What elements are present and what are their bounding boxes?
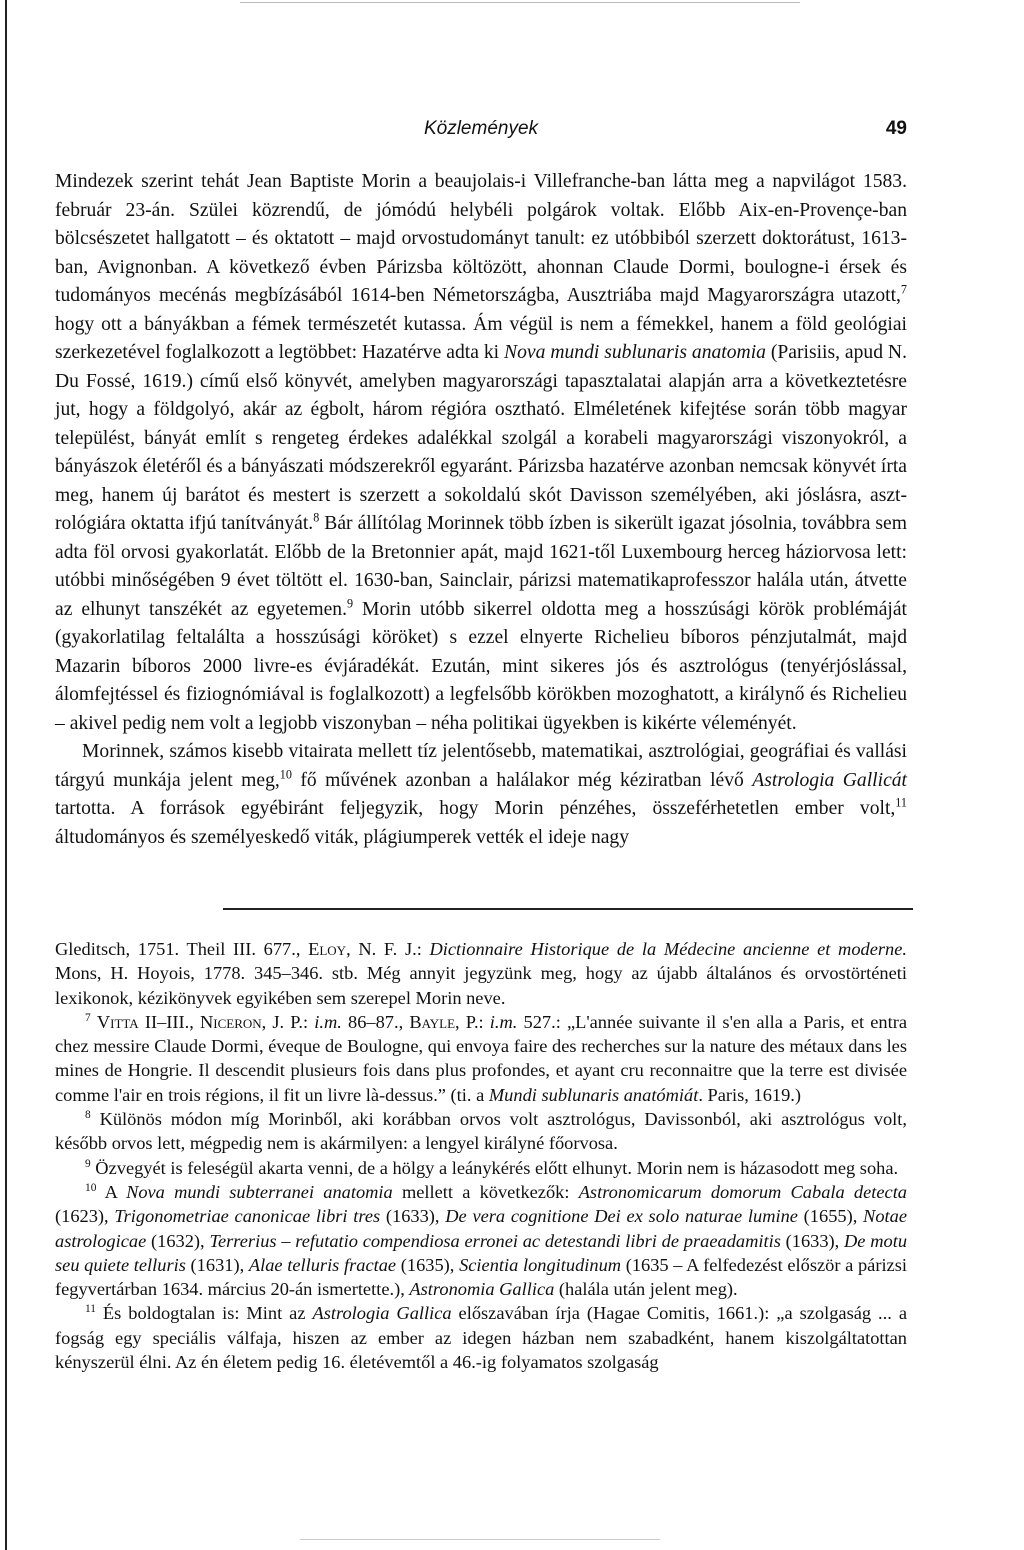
book-title: Astronomicarum domorum Cabala detecta — [578, 1181, 907, 1202]
book-title: Mundi sublunaris anatómiát — [488, 1084, 699, 1105]
footnote-number: 8 — [85, 1109, 91, 1122]
footnote-ref-11: 11 — [895, 795, 907, 810]
text-run: Bár állítólag Morinnek több ízben is sikerült igazat jósolnia, továbbra sem adta föl orvosi gyakorlatát. Előbb de la Bretonnier apát, majd 1621-től Luxembourg herceg háziorvosa lett: utóbbi minőségében 9 évet töltött el. 1630-ban, Sainclair, párizsi matematikaprofesszor halála után, átvette az elhunyt tanszékét az egyetemen. — [55, 513, 907, 620]
footnote-11 — [55, 1301, 907, 1374]
footnote-separator — [223, 908, 913, 910]
footnote-ref-7: 7 — [900, 282, 907, 297]
text-run: hogy ott a bányákban a fémek természetét kutassa. Ám végül is nem a fémekkel, hanem a föld geológiai szerkezetével foglalkozott a legtöbbet: Hazatérve adta ki — [55, 313, 907, 363]
text-run: (1635), — [396, 1254, 460, 1275]
footnotes — [55, 937, 907, 1374]
text-run: Mindezek szerint tehát Jean Baptiste Morin a beaujolais-i Villefranche-ban látta meg a napvilágot 1583. február 23-án. Szülei közrendű, de jómódú helybéli polgárok voltak. Előbb Aix-en-Provençe-ban bölcsészetet hallgatott – és oktatott – majd orvostudományt tanult: ez utóbbiból szerzett doktorátust, 1613-ban, Avignonban. A következő évben Párizsba költözött, ahonnan Claude Dormi, boulogne-i érsek és tudományos mecénás megbízásából 1614-ben Németországba, Ausztriába majd Magyarországra utazott, — [55, 171, 907, 306]
book-title: Nova mundi subterranei anatomia — [126, 1181, 393, 1202]
book-title: Dictionnaire Historique de la Médecine ancienne et moderne. — [429, 939, 907, 959]
text-run: áltudományos és személyeskedő viták, plágiumperek vették el ideje nagy — [55, 826, 630, 848]
text-run: Gleditsch, 1751. Theil III. 677., — [55, 939, 309, 959]
book-title: Trigonometriae canonicae libri tres — [114, 1206, 381, 1227]
author-name: Vitta — [96, 1011, 139, 1032]
scan-artifact-bottom — [300, 1539, 660, 1540]
footnote-number: 9 — [85, 1157, 91, 1170]
book-title: Alae telluris fractae — [248, 1254, 397, 1275]
footnote-number: 10 — [85, 1182, 97, 1195]
footnote-8 — [55, 1107, 907, 1156]
text-run: (1635 – A felfedezést először a párizsi fegyvertárban 1634. március 20-án ismertette.), — [55, 1254, 907, 1300]
book-title: Astronomia Gallica — [409, 1279, 555, 1300]
main-text — [55, 168, 907, 852]
footnote-ref-9: 9 — [347, 596, 354, 611]
text-run: Mons, H. Hoyois, 1778. 345–346. stb. Még annyit jegyzünk meg, hogy az újabb általános és orvostörténeti lexikonok, kézikönyvek egyikében sem szerepel Morin neve. — [55, 963, 907, 1008]
text-run: előszavában írja (Hagae Comitis, 1661.): „a szolgaság ... a fogság egy speciális válfaja, hiszen az ember az idegen házban nem szabadként, hanem kiszolgáltatottan kényszerül élni. Az én életem pedig 16. életévemtől a 46.-ig folyamatos szolgaság — [55, 1303, 907, 1373]
abbreviation: i.m. — [314, 1011, 342, 1032]
text-run: 527.: „L'année suivante il s'en alla a Paris, et entra chez messire Claude Dormi, éveque de Boulogne, qui envoya faire des recherches sur la nature des métaux dans les mines de Hongrie. Il descendit plusieurs fois dans plus profondes, et ayant cru reconnaitre que la terre est divisée comme l'air en trois régions, il fit un livre là-dessus.” (ti. a — [55, 1011, 907, 1105]
footnote-9 — [55, 1156, 907, 1180]
book-title: De vera cognitione Dei ex solo naturae lumine — [445, 1206, 798, 1227]
page-number: 49 — [885, 118, 907, 139]
book-title: De motu seu quiete telluris — [55, 1230, 908, 1275]
paragraph-2 — [55, 738, 907, 852]
text-run: tartotta. A források egyébiránt feljegyzik, hogy Morin pénzéhes, összeférhetetlen ember volt, — [55, 798, 896, 819]
text-run: (halála után jelent meg). — [554, 1279, 738, 1300]
text-run: mellett a következők: — [392, 1181, 579, 1202]
text-run: Morinnek, számos kisebb vitairata mellett tíz jelentősebb, matematikai, asztrológiai, geográfiai és vallási tárgyú munkája jelent meg, — [55, 741, 907, 791]
text-run: 86–87., — [341, 1011, 410, 1032]
footnote-continuation — [55, 937, 907, 1010]
book-title: Astrologia Gallica — [312, 1303, 452, 1324]
footnote-7 — [55, 1010, 907, 1107]
text-run: (1623), — [55, 1206, 115, 1227]
text-run: II–III., — [138, 1011, 200, 1032]
text-run: , N. F. J.: — [346, 939, 430, 959]
text-run: Morin utóbb sikerrel oldotta meg a hosszúsági körök problémáját (gyakorlatilag feltalálta a hosszúsági köröket) s ezzel elnyerte Richelieu bíboros pénzjutalmát, majd Mazarin bíboros 2000 livre-es évjáradékát. Ezután, mint sikeres jós és asztrológus (tenyérjóslással, álomfejtéssel és fiziognómiával is foglalkozott) a legfelsőbb körökben mozoghatott, a királynő és Richelieu – akivel pedig nem volt a legjobb viszonyban – néha politikai ügyekben is kikérte véleményét. — [55, 598, 907, 734]
text-run: fő művének azonban a halálakor még kéziratban lévő — [291, 769, 753, 791]
running-head: Közlemények — [423, 118, 539, 139]
author-name: Eloy — [308, 939, 347, 959]
text-run: . Paris, 1619.) — [698, 1084, 802, 1105]
book-title: Astrologia Gallicát — [752, 769, 908, 791]
footnote-ref-8: 8 — [313, 510, 320, 525]
footnote-number: 7 — [85, 1012, 91, 1025]
author-name: Niceron — [199, 1011, 262, 1032]
author-name: Bayle — [409, 1011, 456, 1032]
text-run: (1631), — [185, 1254, 249, 1275]
text-run: (1632), — [146, 1230, 210, 1251]
scan-page-border — [5, 0, 7, 1550]
book-title: Notae astrologicae — [55, 1206, 907, 1251]
text-run: (1633), — [380, 1206, 446, 1227]
text-run: És boldogtalan is: Mint az — [95, 1303, 313, 1324]
text-run: A — [96, 1181, 127, 1202]
paragraph-1 — [55, 168, 907, 738]
text-run: (Parisiis, apud N. Du Fossé, 1619.) című első könyvét, amelyben magyarországi tapasztalatai alapján arra a következtetésre jut, hogy a földgolyó, akár az égbolt, három régióra osztható. Elméletének kifejtése során több magyar települést, bányát említ s rengeteg érdekes adalékkal szolgál a korabeli magyarországi viszonyokról, a bányászok életéről és a bányászati módszerekről egyaránt. Párizsba hazatérve azonban nemcsak könyvét írta meg, hanem új barátot és mestert is szerzett a sokoldalú skót Davisson személyében, aki jóslásra, asztrológiára oktatta ifjú tanítványát. — [55, 342, 907, 534]
text-run: (1633), — [780, 1230, 845, 1251]
text-run: Különös módon míg Morinből, aki korábban orvos volt asztrológus, Davissonból, aki asztrológus volt, később orvos lett, mégpedig nem is akármilyen: a lengyel királyné főorvosa. — [55, 1109, 907, 1154]
footnote-number: 11 — [85, 1303, 96, 1316]
book-title: Nova mundi sublunaris anatomia — [504, 342, 766, 363]
page-header — [55, 118, 907, 148]
text-run: Özvegyét is feleségül akarta venni, de a hölgy a leánykérés előtt elhunyt. Morin nem is házasodott meg soha. — [90, 1157, 899, 1178]
text-run: , P.: — [455, 1011, 490, 1032]
abbreviation: i.m. — [489, 1011, 518, 1032]
footnote-10 — [55, 1180, 907, 1301]
book-title: Scientia longitudinum — [459, 1254, 622, 1275]
footnote-ref-10: 10 — [279, 767, 292, 782]
text-run: , J. P.: — [261, 1011, 315, 1032]
text-run: (1655), — [797, 1206, 864, 1227]
book-title: Terrerius – refutatio compendiosa erronei ac detestandi libri de praeadamitis — [209, 1230, 781, 1251]
scan-artifact-top — [240, 2, 800, 3]
